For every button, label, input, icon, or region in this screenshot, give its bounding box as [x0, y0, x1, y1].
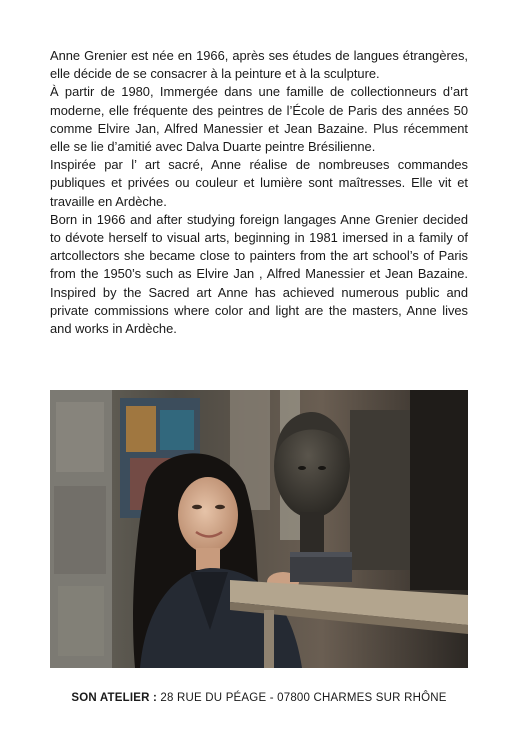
bio-paragraph-influences: À partir de 1980, Immergée dans une famille de collectionneurs d’art moderne, elle fréquente des peintres de l’École de Paris des années 50 comme Elvire Jan, Alfred Manessier et Jean Bazaine. Plus récemment elle se lie d’amitié avec Dalva Duarte peintre Brésilienne.	[50, 84, 468, 155]
bio-paragraph-english: Born in 1966 and after studying foreign langages Anne Grenier decided to dévote herself to visual arts, beginning in 1981 imersed in a family of artcollectors she became close to painters from the art school’s of Paris from the 1950’s such as Elvire Jan , Alfred Manessier et Jean Bazaine. Inspired by the Sacred art Anne has achieved numerous public and private commissions where color and light are the masters, Anne lives and works in Ardèche.	[50, 211, 468, 337]
bio-paragraph-sacred-art: Inspirée par l’ art sacré, Anne réalise de nombreuses commandes publiques et privées ou couleur et lumière sont maîtresses. Elle vit et travaille en Ardèche.	[50, 157, 468, 209]
studio-address	[0, 692, 518, 704]
biography-text	[50, 47, 468, 338]
artist-photo	[50, 390, 468, 668]
studio-label: SON ATELIER :	[71, 692, 158, 704]
bio-paragraph-birth: Anne Grenier est née en 1966, après ses études de langues étrangères, elle décide de se consacrer à la peinture et à la sculpture.	[50, 48, 468, 82]
studio-address-text: 28 RUE DU PÉAGE - 07800 CHARMES SUR RHÔNE	[160, 692, 447, 704]
artist-photo-illustration	[50, 390, 468, 668]
